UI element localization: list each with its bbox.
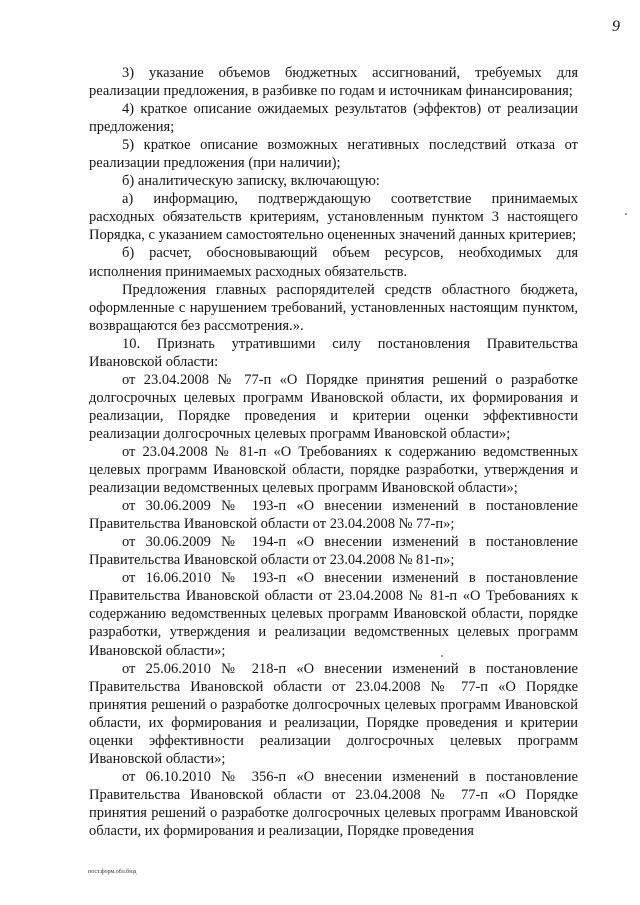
scan-speck — [441, 655, 443, 657]
repealed-act-193p-2009: от 30.06.2009 № 193-п «О внесении изменений в постановление Правительства Ивановской области от 23.04.2008 № 77-п»; — [89, 498, 578, 533]
repealed-act-193p-2010: от 16.06.2010 № 193-п «О внесении изменений в постановление Правительства Ивановской области от 23.04.2008 № 81-п «О Требованиях к содержанию ведомственных целевых программ Ивановской области, порядке разработки, утверждения и реализации ведомственных целевых программ Ивановской области»; — [89, 570, 578, 659]
repealed-act-194p-2009: от 30.06.2009 № 194-п «О внесении изменений в постановление Правительства Ивановской области от 23.04.2008 № 81-п»; — [89, 534, 578, 569]
footer-file-note: пост.форм.обл.бюд — [88, 869, 137, 875]
paragraph-item-4: 4) краткое описание ожидаемых результатов (эффектов) от реализации предложения; — [89, 101, 578, 136]
paragraph-item-10: 10. Признать утратившими силу постановления Правительства Ивановской области: — [89, 335, 578, 370]
scan-speck — [625, 213, 627, 215]
paragraph-analytical-note: б) аналитическую записку, включающую: — [122, 173, 380, 190]
repealed-act-77p: от 23.04.2008 № 77-п «О Порядке принятия решений о разработке долгосрочных целевых программ Ивановской области, их формирования и реализации, Порядке проведения и критерии оценки эффективности реализации долгосрочных целевых программ Ивановской области»; — [89, 371, 578, 442]
paragraph-subitem-a: а) информацию, подтверждающую соответствие принимаемых расходных обязательств критериям, установленным пунктом 3 настоящего Порядка, с указанием самостоятельно оцененных значений данных критериев; — [89, 191, 578, 244]
document-body — [89, 64, 578, 840]
paragraph-item-5: 5) краткое описание возможных негативных последствий отказа от реализации предложения (при наличии); — [89, 137, 578, 172]
paragraph-proposals-returned: Предложения главных распорядителей средств областного бюджета, оформленные с нарушением требований, установленных настоящим пунктом, возвращаются без рассмотрения.». — [89, 281, 578, 334]
repealed-act-81p: от 23.04.2008 № 81-п «О Требованиях к содержанию ведомственных целевых программ Ивановской области, порядке разработки, утверждения и реализации ведомственных целевых программ Ивановской области»; — [89, 443, 578, 497]
paragraph-subitem-b: б) расчет, обосновывающий объем ресурсов, необходимых для исполнения принимаемых расходных обязательств. — [89, 245, 578, 280]
page-number: 9 — [612, 18, 620, 35]
paragraph-item-3: 3) указание объемов бюджетных ассигнований, требуемых для реализации предложения, в разбивке по годам и источникам финансирования; — [89, 65, 578, 100]
repealed-act-356p-2010: от 06.10.2010 № 356-п «О внесении изменений в постановление Правительства Ивановской области от 23.04.2008 № 77-п «О Порядке принятия решений о разработке долгосрочных целевых программ Ивановской области, их формирования и реализации, Порядке проведения — [89, 768, 578, 839]
repealed-act-218p-2010: от 25.06.2010 № 218-п «О внесении изменений в постановление Правительства Ивановской области от 23.04.2008 № 77-п «О Порядке принятия решений о разработке долгосрочных целевых программ Ивановской области, их формирования и реализации, Порядке проведения и критерии оценки эффективности реализации долгосрочных целевых программ Ивановской области»; — [89, 660, 578, 767]
